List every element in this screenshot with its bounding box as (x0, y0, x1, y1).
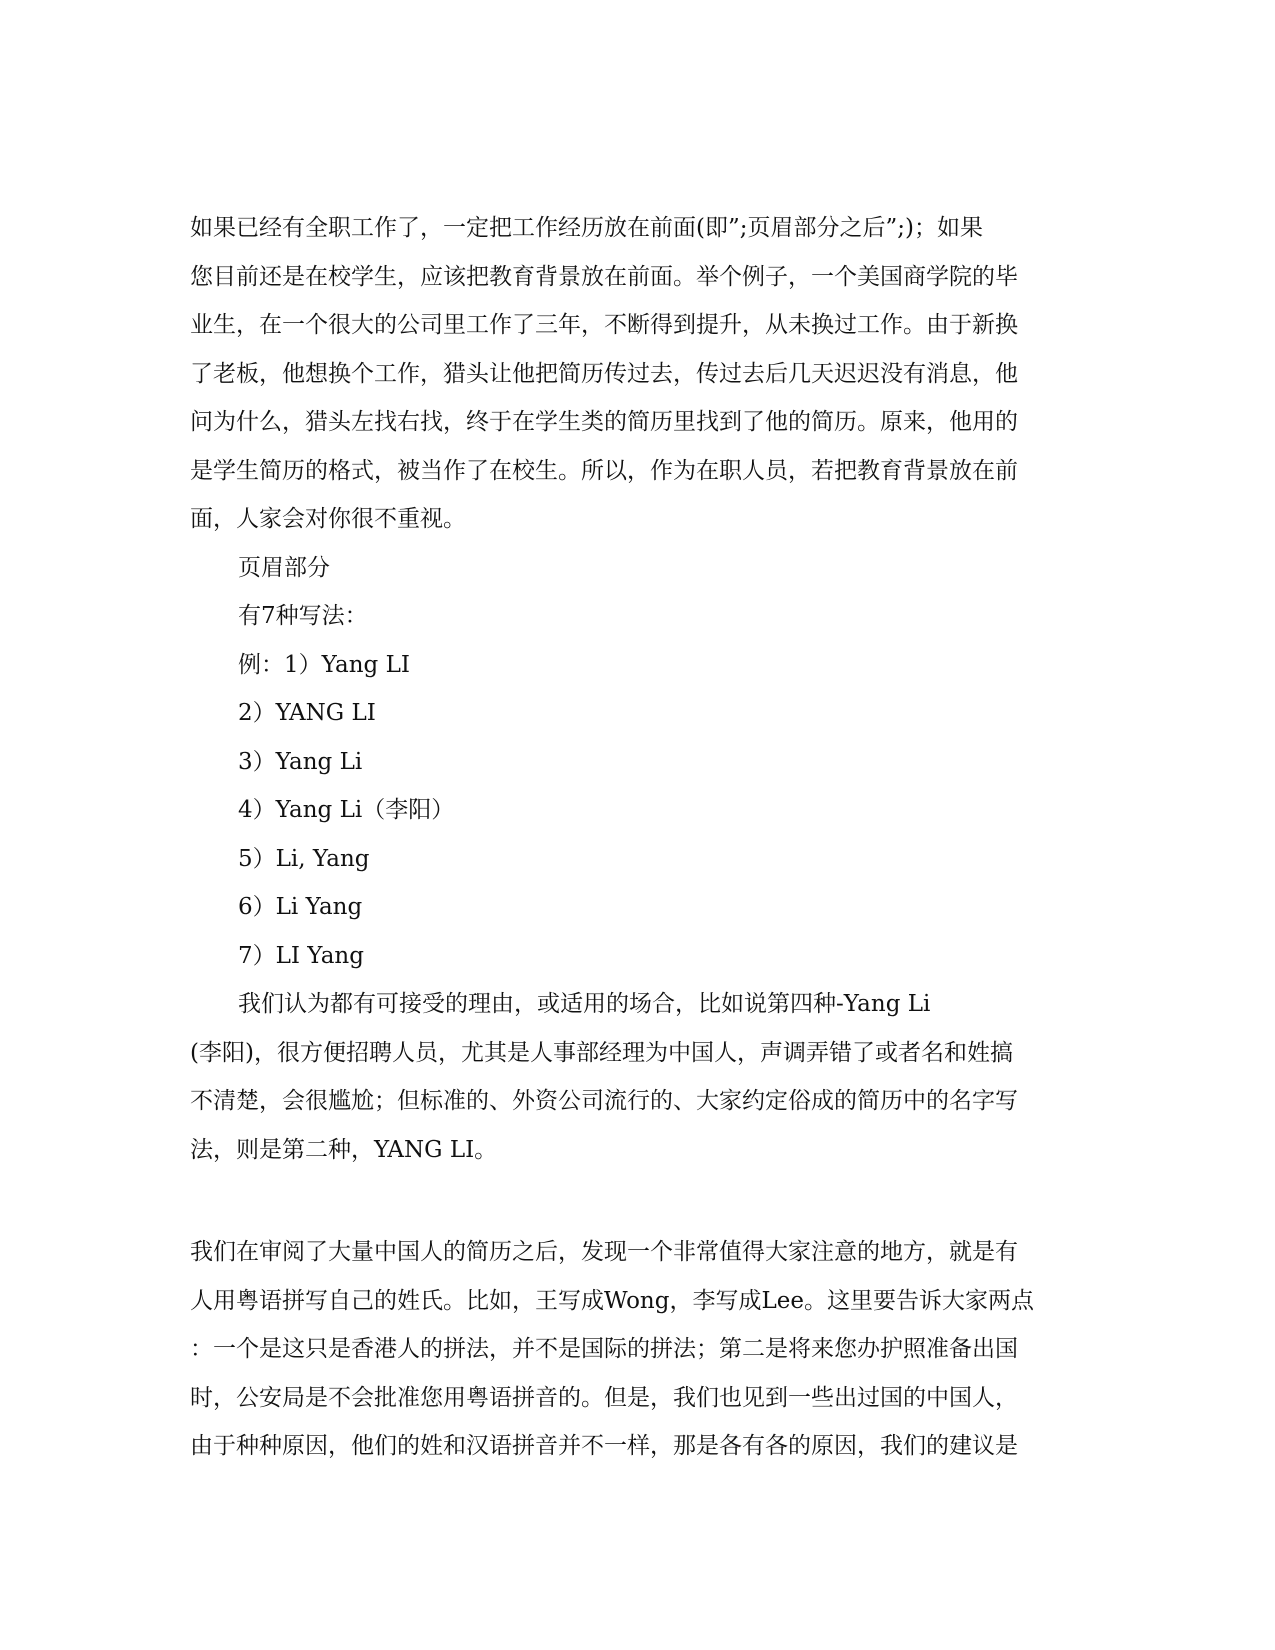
name-example: 4）Yang Li（李阳） (238, 797, 455, 823)
text-line: 您目前还是在校学生，应该把教育背景放在前面。举个例子，一个美国商学院的毕 (190, 263, 1018, 290)
text-line: 时，公安局是不会批准您用粤语拼音的。但是，我们也见到一些出过国的中国人， (190, 1384, 1018, 1411)
text-line: 我们在审阅了大量中国人的简历之后，发现一个非常值得大家注意的地方，就是有 (190, 1239, 1018, 1265)
name-example: 例：1）Yang LI (238, 651, 410, 678)
text-block-resume-order (190, 204, 1090, 1174)
text-line: 由于种种原因，他们的姓和汉语拼音并不一样，那是各有各的原因，我们的建议是 (190, 1433, 1018, 1459)
text-block-cantonese-spelling (190, 1228, 1090, 1471)
text-line: ：一个是这只是香港人的拼法，并不是国际的拼法；第二是将来您办护照准备出国 (190, 1336, 1018, 1362)
text-line: 我们认为都有可接受的理由，或适用的场合，比如说第四种-Yang Li (238, 991, 931, 1017)
section-heading: 页眉部分 (238, 554, 330, 581)
text-line: 问为什么，猎头左找右找，终于在学生类的简历里找到了他的简历。原来，他用的 (190, 409, 1018, 435)
text-line: (李阳)，很方便招聘人员，尤其是人事部经理为中国人，声调弄错了或者名和姓搞 (190, 1039, 1013, 1066)
text-line: 法，则是第二种，YANG LI。 (190, 1136, 498, 1163)
name-example: 6）Li Yang (238, 894, 363, 920)
name-example: 5）Li, Yang (238, 845, 370, 872)
name-example: 3）Yang Li (238, 748, 363, 775)
text-line: 了老板，他想换个工作，猎头让他把简历传过去，传过去后几天迟迟没有消息，他 (190, 360, 1018, 387)
text-line: 是学生简历的格式，被当作了在校生。所以，作为在职人员，若把教育背景放在前 (190, 457, 1018, 484)
name-example: 2）YANG LI (238, 700, 376, 726)
text-line: 不清楚，会很尴尬；但标准的、外资公司流行的、大家约定俗成的简历中的名字写 (190, 1088, 1018, 1114)
text-line: 面，人家会对你很不重视。 (190, 506, 466, 532)
text-line: 业生，在一个很大的公司里工作了三年，不断得到提升，从未换过工作。由于新换 (190, 312, 1018, 338)
text-line: 有7种写法： (238, 603, 368, 629)
text-line: 人用粤语拼写自己的姓氏。比如，王写成Wong，李写成Lee。这里要告诉大家两点 (190, 1287, 1034, 1314)
text-line: 如果已经有全职工作了，一定把工作经历放在前面(即”;页眉部分之后”;)；如果 (190, 215, 983, 241)
name-example: 7）LI Yang (238, 942, 364, 969)
